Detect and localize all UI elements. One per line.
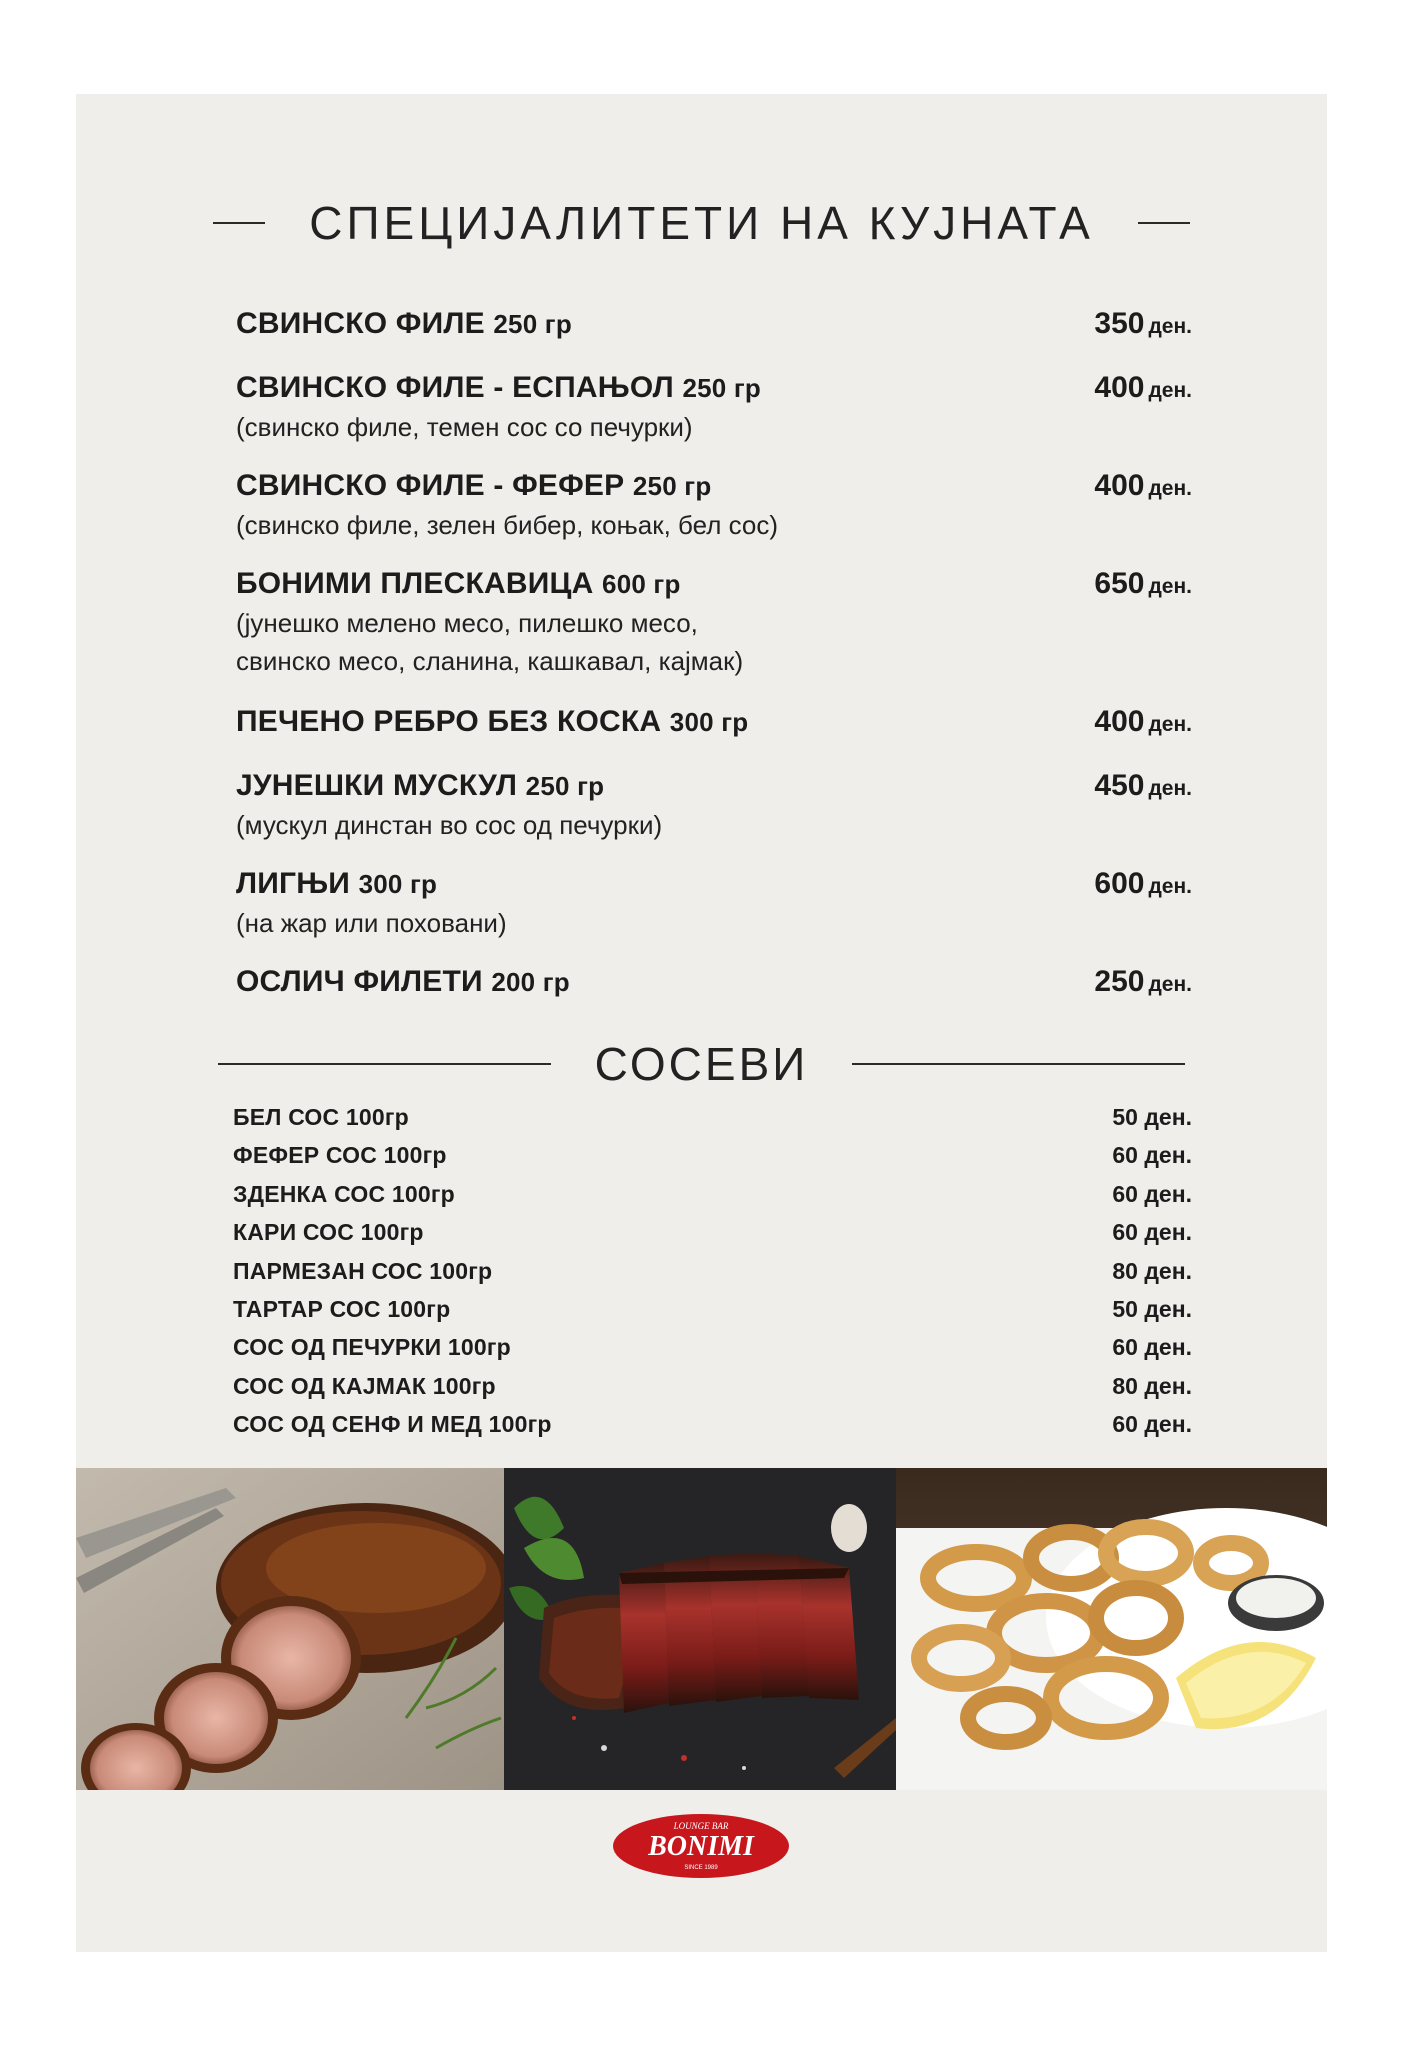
dish-weight: 250 гр	[632, 471, 712, 501]
sauce-item	[233, 1213, 1192, 1251]
dish-price: 450	[1094, 769, 1145, 802]
sauce-price: 50 ден.	[1112, 1295, 1192, 1322]
sauce-price: 60 ден.	[1112, 1180, 1192, 1207]
grilled-beef-photo	[504, 1468, 896, 1790]
dish-description-line2: свинско месо, сланина, кашкавал, кајмак)	[236, 646, 744, 676]
dish-name: ОСЛИЧ ФИЛЕТИ	[236, 965, 483, 998]
menu-page	[76, 94, 1327, 1952]
dish-description: (свинско филе, темен сос со печурки)	[236, 412, 693, 442]
heading-dash-right	[1138, 222, 1190, 224]
dish-name: ЈУНЕШКИ МУСКУЛ	[236, 769, 518, 802]
sauce-item	[233, 1136, 1192, 1174]
food-photo-strip	[76, 1468, 1327, 1790]
dish-item	[236, 702, 1192, 745]
sauce-price: 60 ден.	[1112, 1219, 1192, 1246]
dish-currency: ден.	[1148, 973, 1192, 996]
dish-weight: 250 гр	[493, 309, 572, 339]
specialties-title: СПЕЦИЈАЛИТЕТИ НА КУЈНАТА	[309, 197, 1094, 249]
sauce-item	[233, 1290, 1192, 1328]
sauce-name: КАРИ СОС 100гр	[233, 1219, 424, 1246]
sauce-name: ЗДЕНКА СОС 100гр	[233, 1180, 455, 1207]
specialties-heading	[76, 193, 1327, 253]
roast-pork-photo	[76, 1468, 504, 1790]
logo-tagline: LOUNGE BAR	[673, 1821, 729, 1831]
dish-price: 250	[1094, 965, 1145, 998]
dish-name: СВИНСКО ФИЛЕ - ЕСПАЊОЛ	[236, 371, 674, 404]
bonimi-logo	[610, 1811, 792, 1881]
sauce-name: ФЕФЕР СОС 100гр	[233, 1142, 447, 1169]
dish-item	[236, 864, 1192, 942]
heading-rule-right	[852, 1063, 1185, 1065]
dish-description: (на жар или поховани)	[236, 908, 507, 938]
dish-weight: 300 гр	[669, 707, 749, 737]
dish-weight: 200 гр	[491, 967, 570, 997]
dish-currency: ден.	[1148, 777, 1192, 800]
sauce-item	[233, 1098, 1192, 1136]
sauce-price: 50 ден.	[1112, 1104, 1192, 1130]
dish-item	[236, 766, 1192, 844]
dish-description: (јунешко мелено месо, пилешко месо,	[236, 608, 698, 638]
sauce-price: 80 ден.	[1112, 1257, 1192, 1284]
sauce-name: СОС ОД КАЈМАК 100гр	[233, 1372, 496, 1399]
dish-item	[236, 564, 1192, 680]
dish-currency: ден.	[1148, 477, 1192, 500]
dish-name: ПЕЧЕНО РЕБРО БЕЗ КОСКА	[236, 705, 662, 738]
sauce-name: ПАРМЕЗАН СОС 100гр	[233, 1257, 493, 1284]
dish-currency: ден.	[1148, 575, 1192, 598]
dish-item	[236, 304, 1192, 347]
dish-price: 600	[1094, 867, 1145, 900]
dish-currency: ден.	[1148, 315, 1192, 338]
sauce-name: СОС ОД СЕНФ И МЕД 100гр	[233, 1411, 552, 1438]
sauce-item	[233, 1367, 1192, 1405]
sauce-price: 60 ден.	[1112, 1142, 1192, 1169]
dish-price: 650	[1094, 567, 1145, 600]
dish-currency: ден.	[1148, 713, 1192, 736]
dish-weight: 300 гр	[358, 869, 438, 899]
specialties-list	[236, 304, 1192, 1005]
sauce-price: 80 ден.	[1112, 1372, 1192, 1399]
dish-price: 400	[1094, 469, 1145, 502]
sauces-title: СОСЕВИ	[594, 1038, 809, 1090]
dish-name: БОНИМИ ПЛЕСКАВИЦА	[236, 567, 594, 600]
sauces-heading	[76, 1034, 1327, 1094]
sauce-price: 60 ден.	[1112, 1334, 1192, 1361]
sauce-price: 60 ден.	[1112, 1411, 1192, 1438]
dish-weight: 250 гр	[682, 373, 761, 403]
fried-calamari-photo	[896, 1468, 1327, 1790]
logo-since: SINCE 1989	[684, 1865, 718, 1871]
dish-item	[236, 962, 1192, 1005]
dish-name: СВИНСКО ФИЛЕ	[236, 307, 485, 340]
sauce-item	[233, 1175, 1192, 1213]
sauce-item	[233, 1252, 1192, 1290]
heading-dash-left	[213, 222, 265, 224]
dish-price: 400	[1094, 705, 1145, 738]
dish-item	[236, 466, 1192, 544]
dish-weight: 250 гр	[525, 771, 605, 801]
sauce-item	[233, 1405, 1192, 1443]
logo-brand: BONIMI	[648, 1831, 754, 1862]
dish-currency: ден.	[1148, 875, 1192, 898]
sauce-item	[233, 1328, 1192, 1366]
dish-name: СВИНСКО ФИЛЕ - ФЕФЕР	[236, 469, 625, 502]
dish-description: (мускул динстан во сос од печурки)	[236, 810, 663, 840]
sauce-name: СОС ОД ПЕЧУРКИ 100гр	[233, 1334, 511, 1361]
sauce-name: БЕЛ СОС 100гр	[233, 1104, 409, 1130]
sauces-list	[233, 1098, 1192, 1444]
dish-name: ЛИГЊИ	[236, 867, 351, 900]
dish-weight: 600 гр	[602, 569, 681, 599]
heading-rule-left	[218, 1063, 551, 1065]
sauce-name: ТАРТАР СОС 100гр	[233, 1295, 451, 1322]
dish-currency: ден.	[1148, 379, 1192, 402]
dish-price: 350	[1094, 307, 1145, 340]
dish-description: (свинско филе, зелен бибер, коњак, бел сос)	[236, 510, 779, 540]
dish-price: 400	[1094, 371, 1145, 404]
dish-item	[236, 368, 1192, 446]
